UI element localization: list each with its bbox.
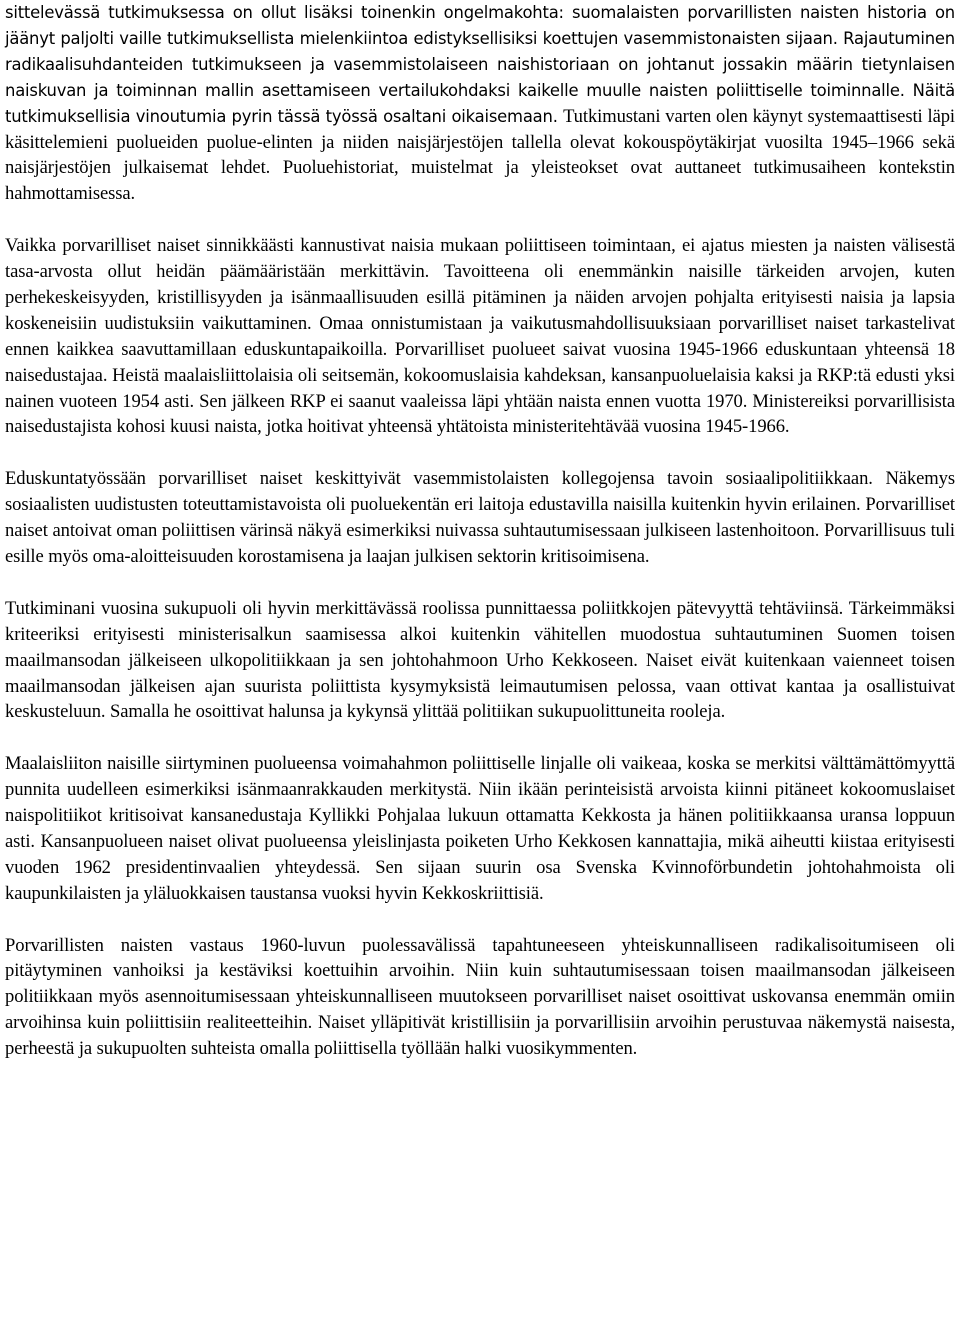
paragraph-gap (5, 907, 955, 933)
paragraph-text: Eduskuntatyössään porvarilliset naiset keskittyivät vasemmistolaisten kollegojensa tavoin sosiaalipolitiikkaan. Näkemys sosiaalisten uudistusten toteuttamistavoista oli puoluekentän eri laitoja edustavilla naisilla kuitenkin hyvin erilainen. Porvarilliset naiset antoivat oman poliittisen värinsä näkyä esimerkiksi nuivassa suhtautumisessaan julkiseen lastenhoitoon. Porvarillisuus tuli esille myös oma-aloitteisuuden korostamisena ja laajan julkisen sektorin kritisoimisena. (5, 468, 955, 567)
paragraph (5, 466, 955, 570)
paragraph-gap (5, 207, 955, 233)
paragraph-text: Porvarillisten naisten vastaus 1960-luvun puolessavälissä tapahtuneeseen yhteiskunnalliseen radikalisoitumiseen oli pitäytyminen vanhoiksi ja kestäviksi koettuihin arvoihin. Niin kuin suhtautumisessaan toisen maailmansodan jälkeiseen politiikkaan myös asennoitumisessaan yhteiskunnalliseen muutokseen porvarilliset naiset osoittivat uskovansa enemmän omiin arvoihinsa kuin poliittisiin realiteetteihin. Naiset ylläpitivät kristillisiin ja porvarillisiin arvoihin perustuvaa näkemystä naisesta, perheestä ja sukupuolten suhteista omalla poliittisella työllään halki vuosikymmenten. (5, 934, 955, 1060)
paragraph (5, 751, 955, 906)
paragraph-text: Maalaisliiton naisille siirtyminen puolueensa voimahahmon poliittiselle linjalle oli vaikeaa, koska se merkitsi välttämättömyyttä punnita uudelleen esimerkiksi isänmaanrakkauden merkitystä. Niin ikään perinteisistä arvoista kiinni pitäneet kokoomuslaiset naispolitiikot kritisoivat kansanedustaja Kyllikki Pohjalaa lukuun ottamatta Kekkosta ja hänen politiikkaansa uransa loppuun asti. Kansanpuolueen naiset olivat puolueensa yleislinjasta poiketen Urho Kekkosen kannattajia, mikä aiheutti kiistaa erityisesti vuoden 1962 presidentinvaalien yhteydessä. Sen sijaan suurin osa Svenska Kvinnoförbundetin johtohahmoista oli kaupunkilaisten ja yläluokkaisen taustansa vuoksi hyvin Kekkoskriittisiä. (5, 753, 955, 904)
paragraph-text-sans: sittelevässä tutkimuksessa on ollut lisäksi toinenkin ongelmakohta: suomalaisten porvarillisten naisten historia on jäänyt paljolti vaille tutkimuksellista mielenkiintoa edistyksellisiksi koettujen vasemmistonaisten sijaan. Rajautuminen radikaalisuhdanteiden tutkimukseen ja vasemmistolaiseen naishistoriaan on johtanut jossakin määrin tietynlaisen naiskuvan ja toiminnan mallin asettamiseen vertailukohdaksi kaikelle muulle naisten poliittiselle toiminnalle. Näitä tutkimuksellisia vinoutumia pyrin tässä työssä osaltani oikaisemaan. (5, 3, 955, 126)
paragraph-text: Tutkiminani vuosina sukupuoli oli hyvin merkittävässä roolissa punnittaessa poliitkkojen pätevyyttä tehtäviinsä. Tärkeimmäksi kriteeriksi erityisesti ministerisalkun saamisessa alkoi kuitenkin vähitellen muodostua suhtautuminen Suomen toisen maailmansodan jälkeiseen ulkopolitiikkaan ja sen johtohahmoon Urho Kekkoseen. Naiset eivät kuitenkaan vaienneet toisen maailmansodan jälkeisen ajan suurista poliittista kysymyksistä leimautumisen pelossa, vaan ottivat kantaa ja osallistuivat keskusteluun. Samalla he osoittivat halunsa ja kykynsä ylittää politiikan sukupuolittuneita rooleja. (5, 597, 955, 723)
document-page (5, 0, 955, 1062)
paragraph (5, 933, 955, 1063)
paragraph-gap (5, 570, 955, 596)
paragraph-text: Tutkimustani varten olen käynyt systemaattisesti läpi käsittelemieni puolueiden puolue-elinten ja niiden naisjärjestöjen tallella olevat kokouspöytäkirjat vuosilta 1945–1966 sekä naisjärjestöjen julkaisemat lehdet. Puoluehistoriat, muistelmat ja yleisteokset ovat auttaneet tutkimusaiheen kontekstin hahmottamisessa. (5, 105, 955, 205)
paragraph (5, 233, 955, 440)
paragraph-gap (5, 440, 955, 466)
paragraph (5, 0, 955, 207)
paragraph-gap (5, 725, 955, 751)
paragraph (5, 596, 955, 726)
paragraph-text: Vaikka porvarilliset naiset sinnikkäästi kannustivat naisia mukaan poliittiseen toimintaan, ei ajatus miesten ja naisten välisestä tasa-arvosta ollut heidän päämääristään merkittävin. Tavoitteena oli enemmänkin naisille tärkeiden arvojen, kuten perhekeskeisyyden, kristillisyyden ja isänmaallisuuden esillä pitäminen ja näiden arvojen pohjalta erityisesti naisia ja lapsia koskeneisiin uudistuksiin vaikuttaminen. Omaa onnistumistaan ja vaikutusmahdollisuuksiaan porvarilliset naiset tarkastelivat ennen kaikkea saavuttamillaan eduskuntapaikoilla. Porvarilliset puolueet saivat vuosina 1945-1966 eduskuntaan yhteensä 18 naisedustajaa. Heistä maalaisliittolaisia oli seitsemän, kokoomuslaisia kahdeksan, kansanpuoluelaisia kaksi ja RKP:tä edusti yksi nainen vuoteen 1954 asti. Sen jälkeen RKP ei saanut vaaleissa läpi yhtään naista ennen vuotta 1970. Ministereiksi porvarillisista naisedustajista kohosi kuusi naista, jotka hoitivat yhteensä yhtätoista ministeritehtävää vuosina 1945-1966. (5, 235, 955, 438)
